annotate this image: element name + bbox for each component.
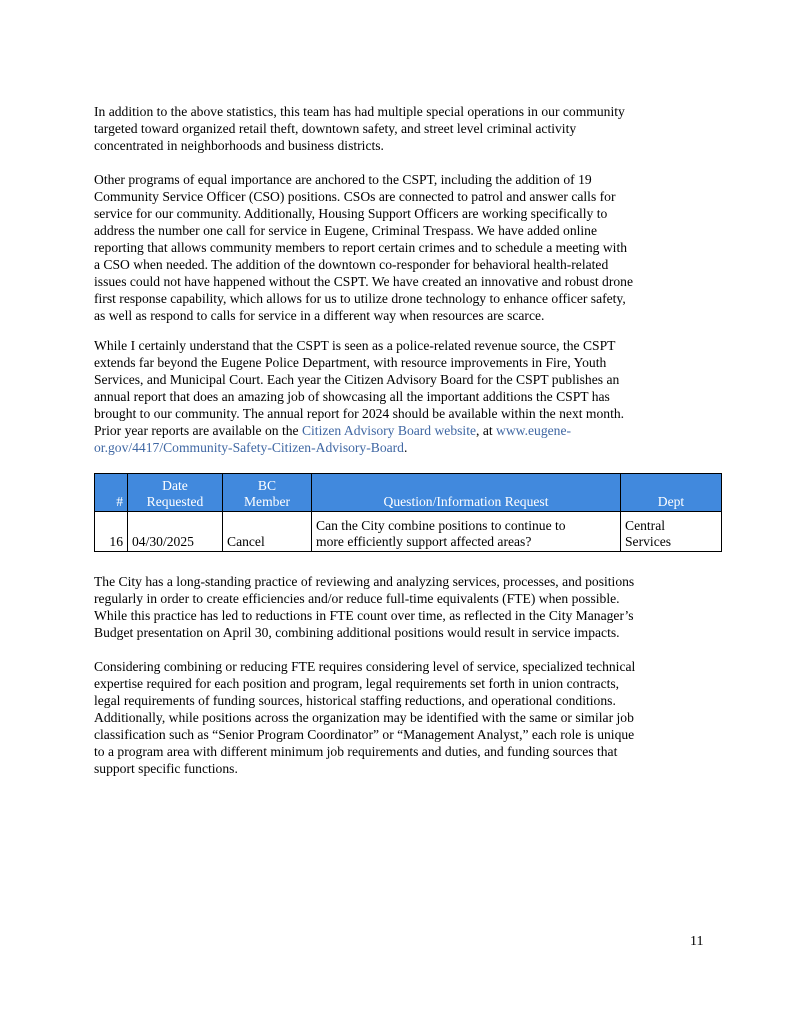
text: Requested — [146, 494, 204, 509]
text: Prior year reports are available on the — [94, 423, 302, 438]
cell-num: 16 — [95, 512, 128, 552]
paragraph-cspt-reports — [94, 405, 624, 456]
table-header-row — [95, 474, 722, 512]
text-line: address the number one call for service in Eugene, Criminal Trespass. We have added online — [94, 223, 597, 238]
text-line: Other programs of equal importance are anchored to the CSPT, including the addition of 19 — [94, 172, 592, 187]
paragraph — [94, 103, 625, 154]
text: Can the City combine positions to continue to — [316, 518, 566, 533]
paragraph — [94, 337, 619, 405]
text-line: classification such as “Senior Program Coordinator” or “Management Analyst,” each role is unique — [94, 727, 635, 742]
paragraph — [94, 171, 633, 324]
text-line: concentrated in neighborhoods and business districts. — [94, 138, 384, 153]
header-dept: Dept — [621, 474, 722, 512]
text-line: targeted toward organized retail theft, downtown safety, and street level criminal activity — [94, 121, 577, 136]
text: Central — [625, 518, 666, 533]
text-line: legal requirements of funding sources, historical staffing reductions, and operational conditions. — [94, 693, 616, 708]
request-table — [94, 473, 722, 552]
text-line: service for our community. Additionally, Housing Support Officers are working specifically to — [94, 206, 608, 221]
text: Services — [625, 534, 672, 549]
text-line — [94, 422, 624, 439]
text-line: regularly in order to create efficiencies and/or reduce full-time equivalents (FTE) when possible. — [94, 591, 620, 606]
paragraph — [94, 573, 634, 641]
text-line: extends far beyond the Eugene Police Department, with resource improvements in Fire, Youth — [94, 355, 607, 370]
page-number: 11 — [690, 934, 704, 949]
cell-date: 04/30/2025 — [128, 512, 223, 552]
text-line: In addition to the above statistics, this team has had multiple special operations in our community — [94, 104, 625, 119]
text-line: to a program area with different minimum job requirements and duties, and funding sources that — [94, 744, 618, 759]
text: more efficiently support affected areas? — [316, 534, 532, 549]
text-line: While I certainly understand that the CSPT is seen as a police-related revenue source, the CSPT — [94, 338, 616, 353]
text: Date — [162, 478, 188, 493]
text-line: The City has a long-standing practice of reviewing and analyzing services, processes, and positions — [94, 574, 635, 589]
cell-question — [312, 512, 621, 552]
text-line: Considering combining or reducing FTE requires considering level of service, specialized technical — [94, 659, 636, 674]
text-line: support specific functions. — [94, 761, 238, 776]
text-line: a CSO when needed. The addition of the downtown co-responder for behavioral health-related — [94, 257, 609, 272]
text-line: Community Service Officer (CSO) positions. CSOs are connected to patrol and answer calls for — [94, 189, 616, 204]
text: , at — [476, 423, 497, 438]
table-row — [95, 512, 722, 552]
text-line: as well as respond to calls for service in a different way when resources are scarce. — [94, 308, 545, 323]
cell-member: Cancel — [223, 512, 312, 552]
citizen-advisory-board-link[interactable]: Citizen Advisory Board website — [301, 423, 477, 438]
text-line: expertise required for each position and program, legal requirements set forth in union contracts, — [94, 676, 620, 691]
paragraph — [94, 658, 635, 777]
url-link-part1[interactable]: www.eugene- — [496, 423, 572, 438]
text-line: Services, and Municipal Court. Each year the Citizen Advisory Board for the CSPT publishes an — [94, 372, 620, 387]
header-question: Question/Information Request — [312, 474, 621, 512]
header-num: # — [95, 474, 128, 512]
text-line — [94, 439, 624, 456]
text-line: annual report that does an amazing job of showcasing all the important additions the CSPT has — [94, 389, 610, 404]
text-line: first response capability, which allows for us to utilize drone technology to enhance officer safety, — [94, 291, 626, 306]
header-date — [128, 474, 223, 512]
text: Member — [243, 494, 291, 509]
header-bc-member — [223, 474, 312, 512]
text-line: reporting that allows community members to report certain crimes and to schedule a meeting with — [94, 240, 628, 255]
text: . — [403, 440, 408, 455]
url-link-part2[interactable]: or.gov/4417/Community-Safety-Citizen-Advisory-Board — [94, 440, 404, 455]
text-line: brought to our community. The annual report for 2024 should be available within the next month. — [94, 406, 625, 421]
text-line: While this practice has led to reductions in FTE count over time, as reflected in the City Manager’s — [94, 608, 634, 623]
text-line: Budget presentation on April 30, combining additional positions would result in service impacts. — [94, 625, 620, 640]
text-line: issues could not have happened without the CSPT. We have created an innovative and robust drone — [94, 274, 633, 289]
text-line: Additionally, while positions across the organization may be identified with the same or similar job — [94, 710, 634, 725]
text: BC — [257, 478, 277, 493]
cell-dept — [621, 512, 722, 552]
